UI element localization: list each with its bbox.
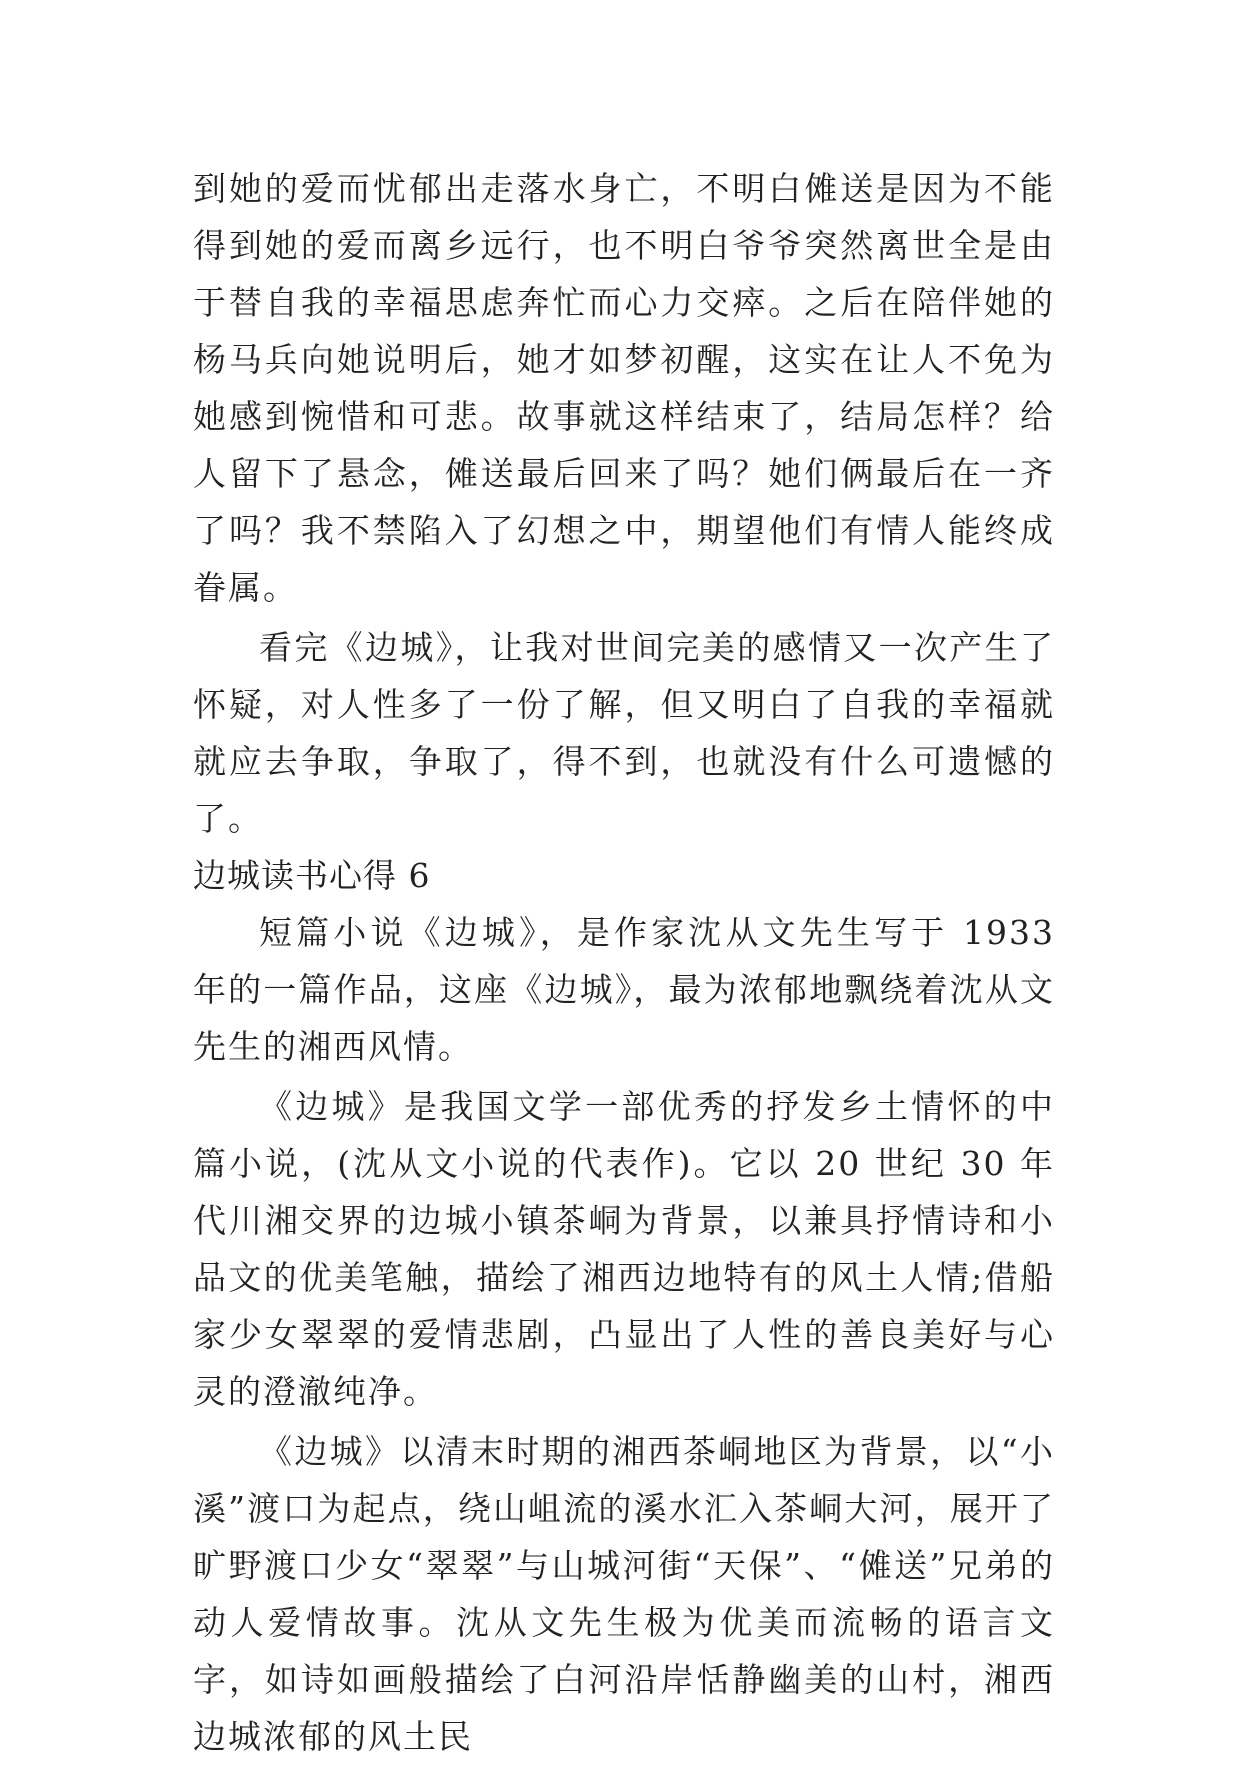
paragraph-2: 看完《边城》，让我对世间完美的感情又一次产生了怀疑，对人性多了一份了解，但又明白了自我的幸福就就应去争取，争取了，得不到，也就没有什么可遗憾的了。 bbox=[193, 628, 1055, 838]
document-page bbox=[193, 160, 1055, 1765]
section-heading: 边城读书心得 6 bbox=[193, 856, 431, 895]
paragraph-5: 《边城》以清末时期的湘西茶峒地区为背景，以“小溪”渡口为起点，绕山岨流的溪水汇入茶峒大河，展开了旷野渡口少女“翠翠”与山城河街“天保”、“傩送”兄弟的动人爱情故事。沈从文先生极为优美而流畅的语言文字，如诗如画般描绘了白河沿岸恬静幽美的山村，湘西边城浓郁的风土民 bbox=[193, 1432, 1055, 1756]
paragraph-1: 到她的爱而忧郁出走落水身亡，不明白傩送是因为不能得到她的爱而离乡远行，也不明白爷爷突然离世全是由于替自我的幸福思虑奔忙而心力交瘁。之后在陪伴她的杨马兵向她说明后，她才如梦初醒，这实在让人不免为她感到惋惜和可悲。故事就这样结束了，结局怎样？给人留下了悬念，傩送最后回来了吗？她们俩最后在一齐了吗？我不禁陷入了幻想之中，期望他们有情人能终成眷属。 bbox=[193, 169, 1055, 607]
paragraph-3: 短篇小说《边城》，是作家沈从文先生写于 1933 年的一篇作品，这座《边城》，最为浓郁地飘绕着沈从文先生的湘西风情。 bbox=[193, 913, 1055, 1066]
paragraph-4: 《边城》是我国文学一部优秀的抒发乡土情怀的中篇小说，(沈从文小说的代表作)。它以 20 世纪 30 年代川湘交界的边城小镇茶峒为背景，以兼具抒情诗和小品文的优美笔触，描绘了湘西边地特有的风土人情;借船家少女翠翠的爱情悲剧，凸显出了人性的善良美好与心灵的澄澈纯净。 bbox=[193, 1087, 1055, 1411]
